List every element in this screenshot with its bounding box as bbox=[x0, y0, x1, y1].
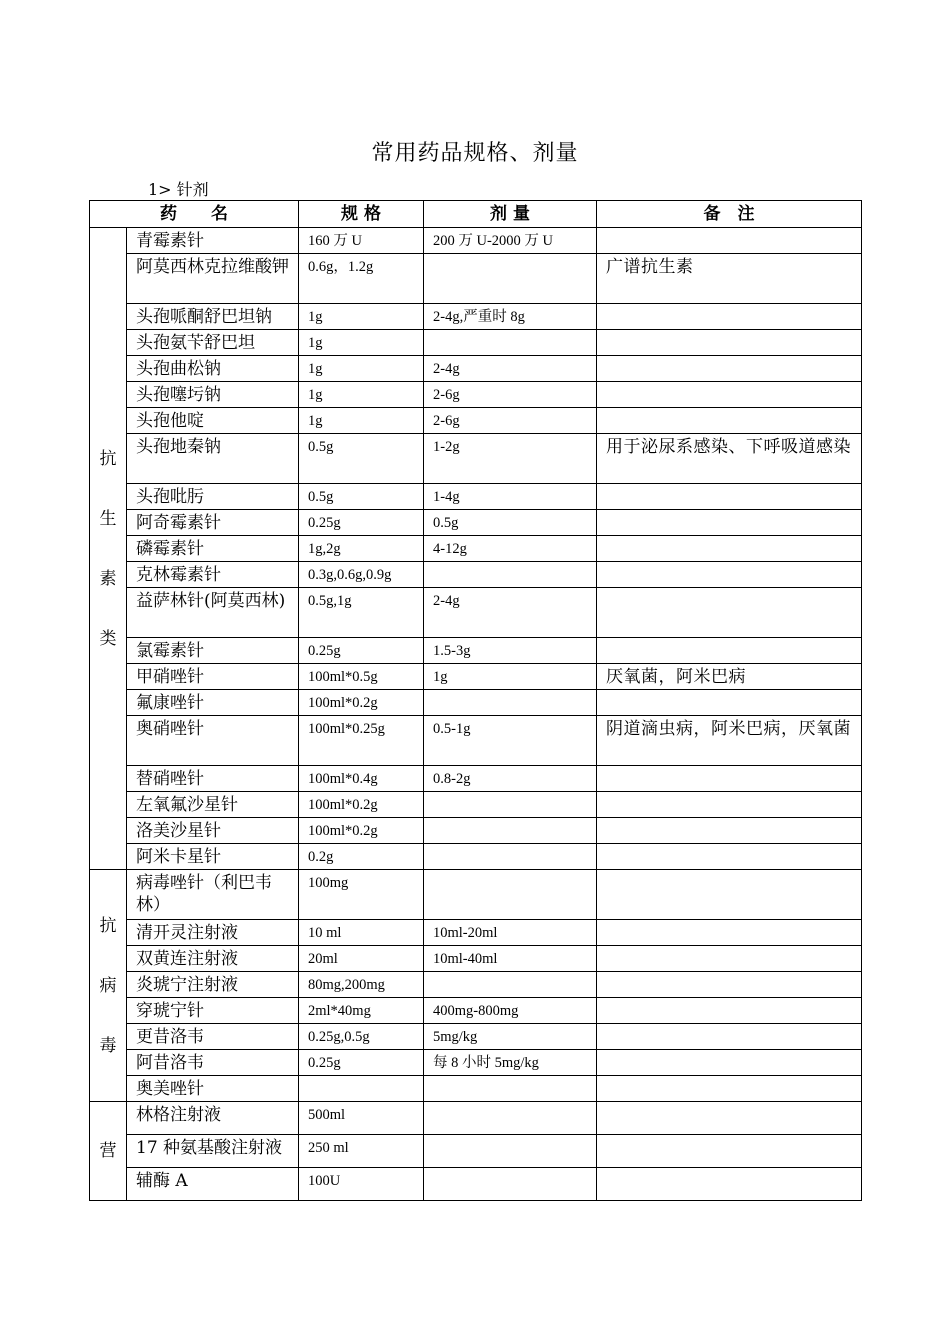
table-row bbox=[90, 870, 862, 920]
category-char: 毒 bbox=[99, 1035, 117, 1056]
drug-spec: 100ml*0.25g bbox=[299, 716, 424, 766]
drug-spec: 1g,2g bbox=[299, 536, 424, 562]
drug-name: 氟康唑针 bbox=[127, 690, 299, 716]
drug-note bbox=[597, 1168, 862, 1201]
drug-name: 磷霉素针 bbox=[127, 536, 299, 562]
drug-name: 氯霉素针 bbox=[127, 638, 299, 664]
drug-dose bbox=[424, 330, 597, 356]
drug-note bbox=[597, 330, 862, 356]
drug-spec: 1g bbox=[299, 330, 424, 356]
category-antibiotic bbox=[90, 228, 127, 870]
drug-note: 广谱抗生素 bbox=[597, 254, 862, 304]
drug-dose: 1-2g bbox=[424, 434, 597, 484]
drug-spec: 1g bbox=[299, 408, 424, 434]
drug-note bbox=[597, 228, 862, 254]
table-row bbox=[90, 844, 862, 870]
table-row bbox=[90, 792, 862, 818]
category-char: 类 bbox=[99, 628, 117, 649]
table-row bbox=[90, 1076, 862, 1102]
drug-name: 头孢地秦钠 bbox=[127, 434, 299, 484]
table-row bbox=[90, 716, 862, 766]
table-row bbox=[90, 1024, 862, 1050]
drug-note bbox=[597, 588, 862, 638]
drug-name: 阿奇霉素针 bbox=[127, 510, 299, 536]
drug-dose: 2-4g bbox=[424, 356, 597, 382]
drug-dose: 0.5g bbox=[424, 510, 597, 536]
drug-spec: 1g bbox=[299, 304, 424, 330]
drug-note bbox=[597, 562, 862, 588]
drug-note bbox=[597, 1050, 862, 1076]
drug-note bbox=[597, 1135, 862, 1168]
header-dose: 剂 量 bbox=[424, 201, 597, 228]
drug-note: 阴道滴虫病，阿米巴病，厌氧菌 bbox=[597, 716, 862, 766]
header-note: 备 注 bbox=[597, 201, 862, 228]
drug-spec: 0.6g，1.2g bbox=[299, 254, 424, 304]
table-row bbox=[90, 382, 862, 408]
drug-dose: 200 万 U-2000 万 U bbox=[424, 228, 597, 254]
drug-note bbox=[597, 998, 862, 1024]
drug-name: 阿昔洛韦 bbox=[127, 1050, 299, 1076]
drug-dose: 10ml-40ml bbox=[424, 946, 597, 972]
drug-spec: 100ml*0.2g bbox=[299, 818, 424, 844]
drug-note bbox=[597, 408, 862, 434]
section-heading: 1> 针剂 bbox=[148, 180, 209, 199]
drug-name: 头孢吡肟 bbox=[127, 484, 299, 510]
table-row bbox=[90, 510, 862, 536]
drug-name: 阿米卡星针 bbox=[127, 844, 299, 870]
drug-spec: 2ml*40mg bbox=[299, 998, 424, 1024]
drug-dose: 0.8-2g bbox=[424, 766, 597, 792]
drug-spec: 0.2g bbox=[299, 844, 424, 870]
drug-spec: 100U bbox=[299, 1168, 424, 1201]
drug-name: 益萨林针(阿莫西林) bbox=[127, 588, 299, 638]
drug-note: 用于泌尿系感染、下呼吸道感染 bbox=[597, 434, 862, 484]
drug-note bbox=[597, 870, 862, 920]
table-row bbox=[90, 484, 862, 510]
drug-spec: 0.5g,1g bbox=[299, 588, 424, 638]
table-row bbox=[90, 1168, 862, 1201]
drug-note bbox=[597, 356, 862, 382]
table-row bbox=[90, 408, 862, 434]
table-row bbox=[90, 920, 862, 946]
drug-name: 头孢噻圬钠 bbox=[127, 382, 299, 408]
drug-dose bbox=[424, 562, 597, 588]
drug-spec: 100ml*0.2g bbox=[299, 690, 424, 716]
table-row bbox=[90, 690, 862, 716]
drug-dose bbox=[424, 690, 597, 716]
drug-note: 厌氧菌，阿米巴病 bbox=[597, 664, 862, 690]
drug-name: 青霉素针 bbox=[127, 228, 299, 254]
drug-note bbox=[597, 1024, 862, 1050]
drug-name: 17 种氨基酸注射液 bbox=[127, 1135, 299, 1168]
drug-table bbox=[89, 200, 862, 1201]
drug-name: 头孢氨苄舒巴坦 bbox=[127, 330, 299, 356]
drug-spec: 1g bbox=[299, 356, 424, 382]
drug-spec: 500ml bbox=[299, 1102, 424, 1135]
drug-note bbox=[597, 766, 862, 792]
drug-dose: 400mg-800mg bbox=[424, 998, 597, 1024]
drug-note bbox=[597, 972, 862, 998]
drug-spec bbox=[299, 1076, 424, 1102]
drug-dose bbox=[424, 1135, 597, 1168]
table-row bbox=[90, 304, 862, 330]
drug-name: 左氧氟沙星针 bbox=[127, 792, 299, 818]
table-row bbox=[90, 536, 862, 562]
table-row bbox=[90, 228, 862, 254]
drug-name: 病毒唑针（利巴韦林） bbox=[127, 870, 299, 920]
table-row bbox=[90, 588, 862, 638]
drug-name: 头孢曲松钠 bbox=[127, 356, 299, 382]
drug-dose bbox=[424, 1076, 597, 1102]
table-row bbox=[90, 356, 862, 382]
category-antiviral bbox=[90, 870, 127, 1102]
drug-note bbox=[597, 1076, 862, 1102]
drug-dose bbox=[424, 844, 597, 870]
table-row bbox=[90, 254, 862, 304]
drug-spec: 160 万 U bbox=[299, 228, 424, 254]
drug-spec: 100ml*0.4g bbox=[299, 766, 424, 792]
drug-note bbox=[597, 1102, 862, 1135]
drug-name: 炎琥宁注射液 bbox=[127, 972, 299, 998]
drug-dose: 1-4g bbox=[424, 484, 597, 510]
drug-spec: 10 ml bbox=[299, 920, 424, 946]
table-row bbox=[90, 638, 862, 664]
drug-name: 清开灵注射液 bbox=[127, 920, 299, 946]
drug-spec: 100ml*0.5g bbox=[299, 664, 424, 690]
table-row bbox=[90, 1135, 862, 1168]
drug-note bbox=[597, 946, 862, 972]
drug-spec: 0.5g bbox=[299, 434, 424, 484]
drug-name: 甲硝唑针 bbox=[127, 664, 299, 690]
drug-name: 替硝唑针 bbox=[127, 766, 299, 792]
category-nutrition bbox=[90, 1102, 127, 1201]
drug-name: 双黄连注射液 bbox=[127, 946, 299, 972]
drug-dose: 1.5-3g bbox=[424, 638, 597, 664]
table-row bbox=[90, 946, 862, 972]
table-row bbox=[90, 562, 862, 588]
drug-dose: 10ml-20ml bbox=[424, 920, 597, 946]
drug-note bbox=[597, 690, 862, 716]
drug-dose: 每 8 小时 5mg/kg bbox=[424, 1050, 597, 1076]
drug-spec: 80mg,200mg bbox=[299, 972, 424, 998]
drug-spec: 0.25g bbox=[299, 638, 424, 664]
drug-name: 克林霉素针 bbox=[127, 562, 299, 588]
drug-dose bbox=[424, 972, 597, 998]
drug-dose: 1g bbox=[424, 664, 597, 690]
header-drug: 药 名 bbox=[90, 201, 299, 228]
drug-spec: 0.25g bbox=[299, 1050, 424, 1076]
table-row bbox=[90, 1102, 862, 1135]
drug-name: 林格注射液 bbox=[127, 1102, 299, 1135]
drug-name: 辅酶 A bbox=[127, 1168, 299, 1201]
drug-name: 奥美唑针 bbox=[127, 1076, 299, 1102]
drug-dose bbox=[424, 870, 597, 920]
table-row bbox=[90, 818, 862, 844]
drug-dose: 4-12g bbox=[424, 536, 597, 562]
drug-dose: 5mg/kg bbox=[424, 1024, 597, 1050]
drug-spec: 0.25g bbox=[299, 510, 424, 536]
drug-dose bbox=[424, 1168, 597, 1201]
drug-dose bbox=[424, 1102, 597, 1135]
category-char: 抗 bbox=[99, 448, 117, 469]
table-row bbox=[90, 664, 862, 690]
category-char: 营 bbox=[99, 1141, 117, 1161]
table-row bbox=[90, 1050, 862, 1076]
drug-note bbox=[597, 510, 862, 536]
table-row bbox=[90, 330, 862, 356]
drug-spec: 0.5g bbox=[299, 484, 424, 510]
drug-note bbox=[597, 304, 862, 330]
drug-dose bbox=[424, 254, 597, 304]
table-row bbox=[90, 766, 862, 792]
drug-dose: 2-4g bbox=[424, 588, 597, 638]
drug-note bbox=[597, 536, 862, 562]
drug-note bbox=[597, 920, 862, 946]
drug-name: 洛美沙星针 bbox=[127, 818, 299, 844]
drug-dose: 2-4g,严重时 8g bbox=[424, 304, 597, 330]
table-row bbox=[90, 434, 862, 484]
drug-name: 头孢他啶 bbox=[127, 408, 299, 434]
drug-name: 更昔洛韦 bbox=[127, 1024, 299, 1050]
category-char: 素 bbox=[99, 568, 117, 589]
drug-note bbox=[597, 818, 862, 844]
drug-dose bbox=[424, 792, 597, 818]
drug-note bbox=[597, 844, 862, 870]
drug-name: 阿莫西林克拉维酸钾 bbox=[127, 254, 299, 304]
drug-spec: 100mg bbox=[299, 870, 424, 920]
drug-spec: 20ml bbox=[299, 946, 424, 972]
drug-note bbox=[597, 792, 862, 818]
category-char: 病 bbox=[99, 975, 117, 996]
drug-spec: 100ml*0.2g bbox=[299, 792, 424, 818]
drug-spec: 0.25g,0.5g bbox=[299, 1024, 424, 1050]
page-title: 常用药品规格、剂量 bbox=[371, 141, 579, 166]
table-row bbox=[90, 972, 862, 998]
drug-note bbox=[597, 638, 862, 664]
category-char: 抗 bbox=[99, 915, 117, 936]
table-row bbox=[90, 998, 862, 1024]
drug-note bbox=[597, 382, 862, 408]
drug-dose bbox=[424, 818, 597, 844]
category-char: 生 bbox=[99, 508, 117, 529]
drug-dose: 2-6g bbox=[424, 408, 597, 434]
drug-dose: 2-6g bbox=[424, 382, 597, 408]
drug-dose: 0.5-1g bbox=[424, 716, 597, 766]
drug-spec: 0.3g,0.6g,0.9g bbox=[299, 562, 424, 588]
header-spec: 规 格 bbox=[299, 201, 424, 228]
drug-spec: 250 ml bbox=[299, 1135, 424, 1168]
table-header-row bbox=[90, 201, 862, 228]
drug-spec: 1g bbox=[299, 382, 424, 408]
drug-name: 头孢哌酮舒巴坦钠 bbox=[127, 304, 299, 330]
drug-name: 穿琥宁针 bbox=[127, 998, 299, 1024]
drug-name: 奥硝唑针 bbox=[127, 716, 299, 766]
drug-note bbox=[597, 484, 862, 510]
